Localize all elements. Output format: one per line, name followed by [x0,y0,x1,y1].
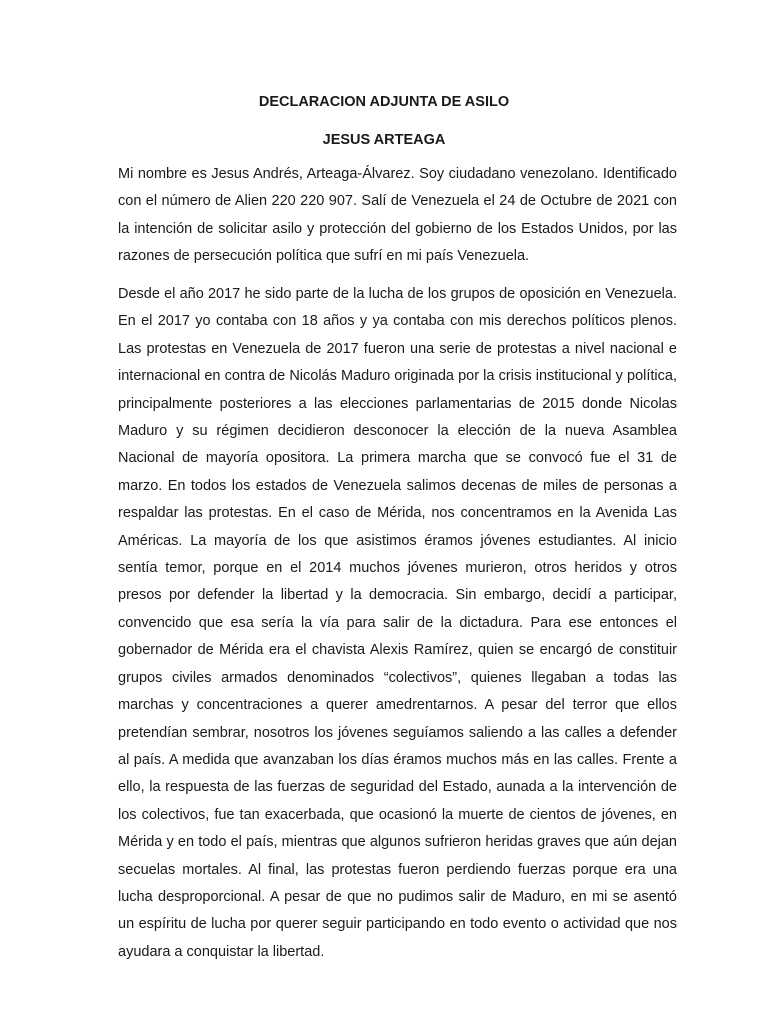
declarant-name: JESUS ARTEAGA [322,132,446,148]
paragraph-persecution-account: Desde el año 2017 he sido parte de la lucha de los grupos de oposición en Venezuela. En el 2017 yo contaba con 18 años y ya contaba con mis derechos políticos plenos. Las protestas en Venezuela de 2017 fueron una serie de protestas a nivel nacional e internacional en contra de Nicolás Maduro originada por la crisis institucional y política, principalmente posteriores a las elecciones parlamentarias de 2015 donde Nicolas Maduro y su régimen decidieron desconocer la elección de la nueva Asamblea Nacional de mayoría opositora. La primera marcha que se convocó fue el 31 de marzo. En todos los estados de Venezuela salimos decenas de miles de personas a respaldar las protestas. En el caso de Mérida, nos concentramos en la Avenida Las Américas. La mayoría de los que asistimos éramos jóvenes estudiantes. Al inicio sentía temor, porque en el 2014 muchos jóvenes murieron, otros heridos y otros presos por defender la libertad y la democracia. Sin embargo, decidí a participar, convencido que esa sería la vía para salir de la dictadura. Para ese entonces el gobernador de Mérida era el chavista Alexis Ramírez, quien se encargó de constituir grupos civiles armados denominados “colectivos”, quienes llegaban a todas las marchas y concentraciones a querer amedrentarnos. A pesar del terror que ellos pretendían sembrar, nosotros los jóvenes seguíamos saliendo a las calles a defender al país. A medida que avanzaban los días éramos muchos más en las calles. Frente a ello, la respuesta de las fuerzas de seguridad del Estado, aunada a la intervención de los colectivos, fue tan exacerbada, que ocasionó la muerte de cientos de jóvenes, en Mérida y en todo el país, mientras que algunos sufrieron heridas graves que aún dejan secuelas mortales. Al final, las protestas fueron perdiendo fuerzas porque era una lucha desproporcional. A pesar de que no pudimos salir de Maduro, en mi se asentó un espíritu de lucha por querer seguir participando en todo evento o actividad que nos ayudara a conquistar la libertad. [118,286,677,960]
paragraph-identification: Mi nombre es Jesus Andrés, Arteaga-Álvarez. Soy ciudadano venezolano. Identificado con el número de Alien 220 220 907. Salí de Venezuela el 24 de Octubre de 2021 con la intención de solicitar asilo y protección del gobierno de los Estados Unidos, por las razones de persecución política que sufrí en mi país Venezuela. [118,166,677,265]
document-title: DECLARACION ADJUNTA DE ASILO [258,94,510,110]
